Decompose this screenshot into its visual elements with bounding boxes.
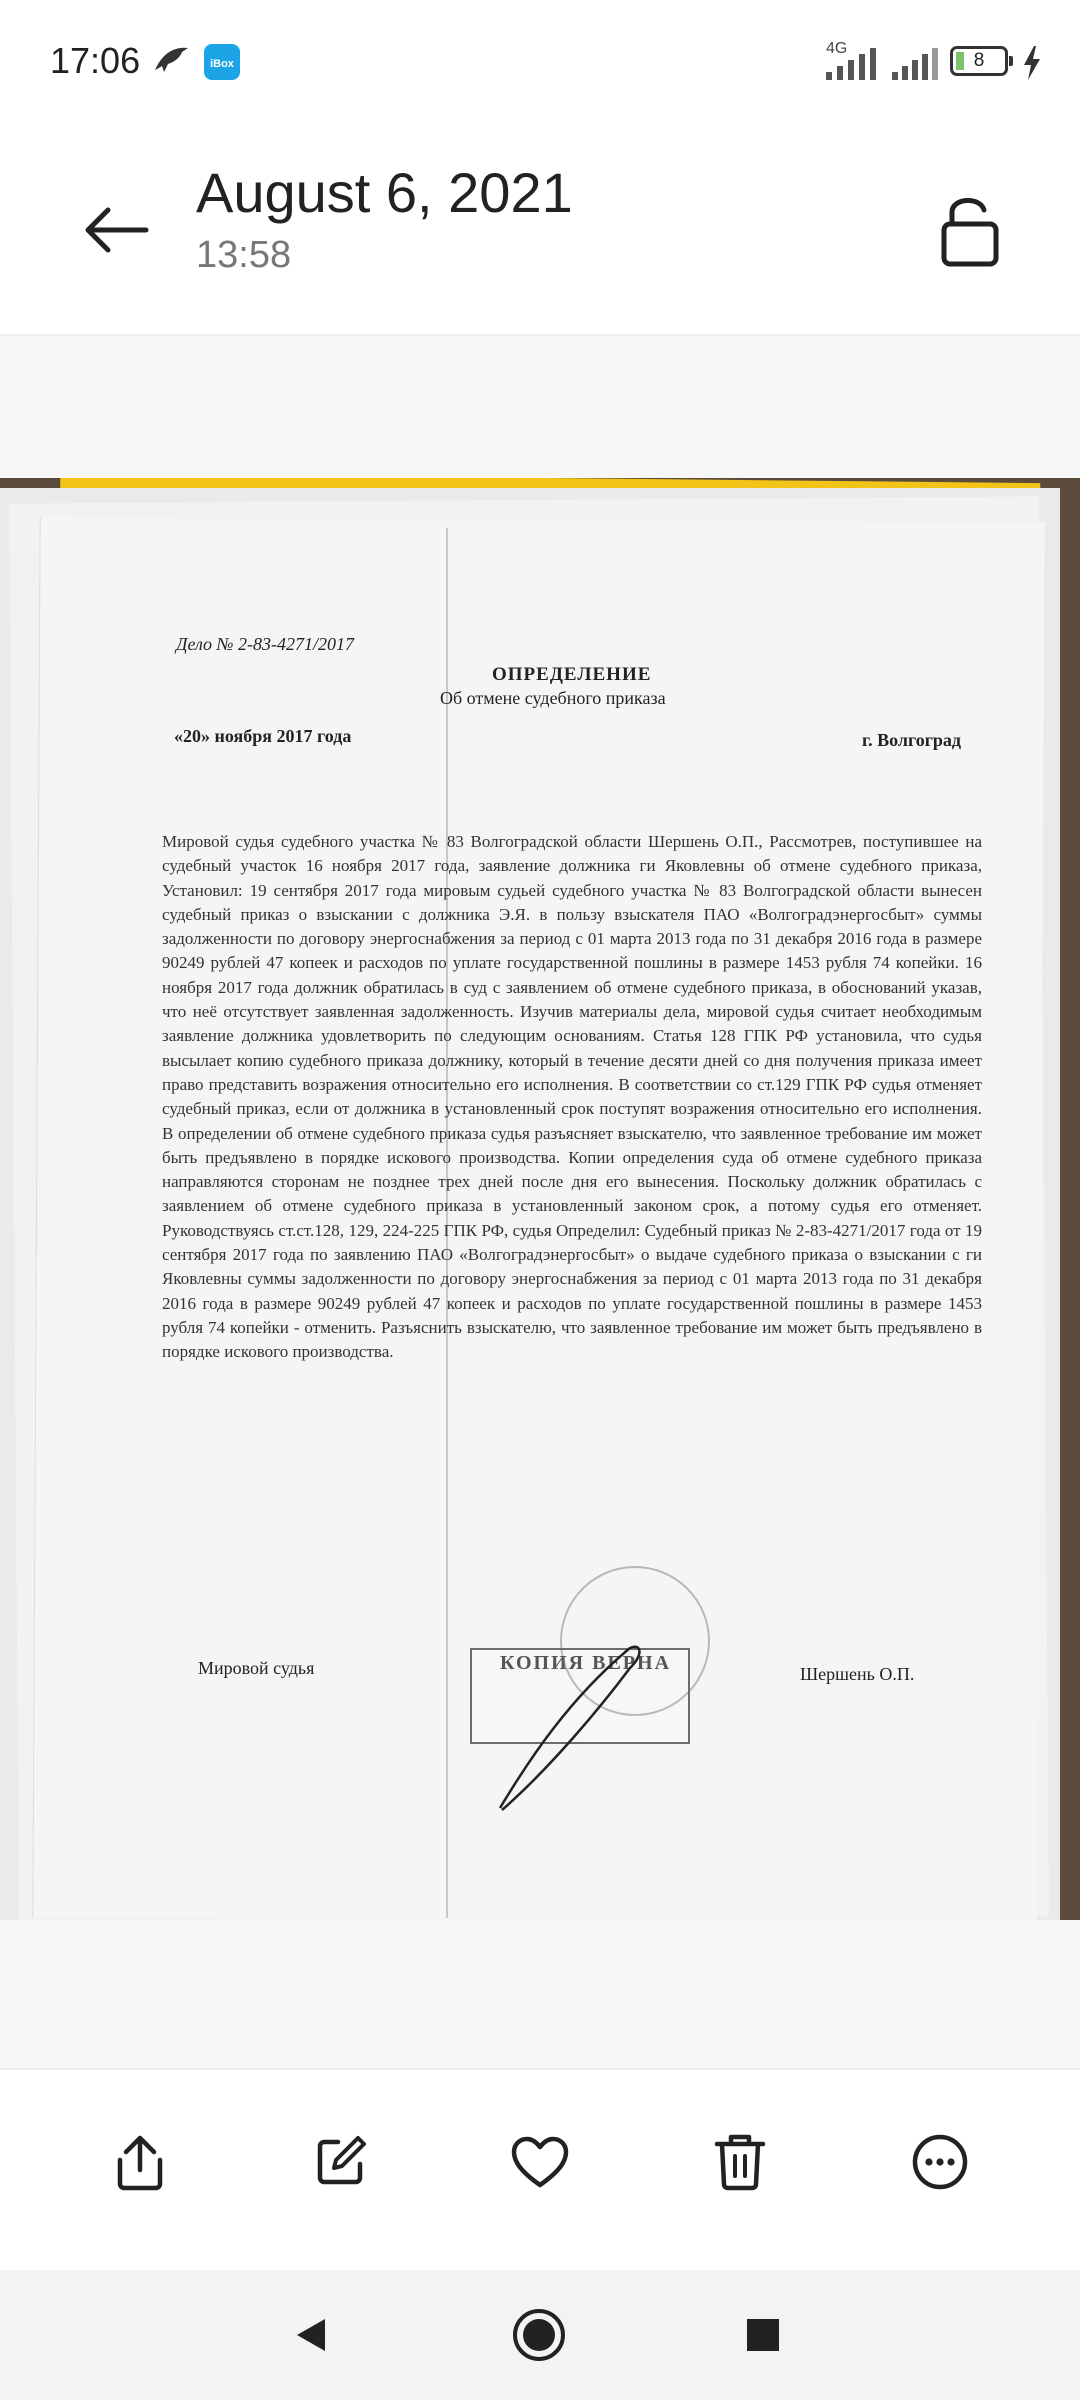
bottom-toolbar [0, 2070, 1080, 2266]
nav-recents-button[interactable] [728, 2300, 798, 2370]
case-number: Дело № 2-83-4271/2017 [176, 634, 355, 654]
battery-level: 8 [973, 50, 985, 71]
charging-icon [1022, 46, 1042, 80]
nav-back-button[interactable] [276, 2300, 346, 2370]
network-type-label: 4G [826, 40, 848, 57]
heart-icon [510, 2135, 570, 2189]
arrow-left-icon [78, 190, 158, 270]
stamp-text: КОПИЯ ВЕРНА [500, 1652, 672, 1674]
signal-icon [892, 48, 938, 82]
status-bar [0, 0, 1080, 128]
svg-text:iBox: iBox [210, 58, 234, 70]
favorite-button[interactable] [490, 2112, 590, 2212]
document-date: «20» ноября 2017 года [174, 726, 352, 746]
more-icon [910, 2132, 970, 2192]
judge-label: Мировой судья [198, 1658, 315, 1678]
more-button[interactable] [890, 2112, 990, 2212]
back-button[interactable] [78, 190, 158, 270]
status-time: 17:06 [50, 40, 141, 81]
box-app-icon [204, 44, 240, 80]
battery-icon [950, 46, 1008, 76]
system-navigation-bar [0, 2270, 1080, 2400]
unlocked-lock-icon [930, 184, 1010, 274]
home-circle-icon [512, 2308, 566, 2362]
document-body: Мировой судья судебного участка № 83 Волгоградской области Шершень О.П., Рассмотрев, поступившее на судебный участок 16 ноября 2017 года, заявление должника ги Яковлевны об отмене судебного приказа, Установил: 19 сентября 2017 года мировым судьей судебного участка № 83 Волгоградской области вынесен судебный приказ о взыскании с должника Э.Я. в пользу взыскателя ПАО «Волгоградэнергосбыт» суммы задолженности по договору энергоснабжения за период с 01 марта 2013 года по 31 декабря 2016 года в размере 90249 рублей 47 копеек и расходов по уплате государственной пошлины в размере 1453 рубля 74 копейки. 16 ноября 2017 года должник обратилась в суд с заявлением об отмене судебного приказа, в обоснований указав, что неё отсутствует заявленная задолженность. Изучив материалы дела, мировой судья считает необходимым заявление должника удовлетворить по следующим основаниям. Статья 128 ГПК РФ установила, что судья высылает копию судебного приказа должнику, который в течение десяти дней со дня получения приказа имеет право представить возражения относительно его исполнения. В соответствии со ст.129 ГПК РФ судья отменяет судебный приказ, если от должника в установленный срок поступят возражения относительно его исполнения. В определении об отмене судебного приказа судья разъясняет взыскателю, что заявленное требование им может быть предъявлено в порядке искового производства. Копии определения суда об отмене судебного приказа направляются сторонам не позднее трех дней после дня его вынесения. Поскольку должник обратилась с заявлением об отмене судебного приказа в установленный законом срок, а потому судья его отменяет. Руководствуясь ст.ст.128, 129, 224-225 ГПК РФ, судья Определил: Судебный приказ № 2-83-4271/2017 года от 19 сентября 2017 года по заявлению ПАО «Волгоградэнергосбыт» о выдаче судебного приказа о взыскании с ги Яковлевны суммы задолженности по договору энергоснабжения за период с 01 марта 2013 года по 31 декабря 2016 года в размере 90249 рублей 47 копеек и расходов по уплате государственной пошлины в размере 1453 рубля 74 копейки - отменить. Разъяснить взыскателю, что заявленное требование им может быть предъявлено в порядке искового производства. [162, 832, 982, 1362]
document-title: ОПРЕДЕЛЕНИЕ [492, 664, 652, 685]
document-subtitle: Об отмене судебного приказа [440, 688, 666, 708]
edit-button[interactable] [290, 2112, 390, 2212]
back-triangle-icon [289, 2313, 333, 2357]
edit-icon [312, 2134, 368, 2190]
judge-name: Шершень О.П. [800, 1664, 915, 1684]
lock-button[interactable] [930, 184, 1010, 274]
document-photo[interactable] [0, 478, 1080, 1920]
handwritten-signature [490, 1638, 660, 1818]
recents-square-icon [743, 2315, 783, 2355]
share-button[interactable] [90, 2112, 190, 2212]
photo-viewer[interactable] [0, 336, 1080, 2068]
document-city: г. Волгоград [862, 730, 962, 750]
nav-home-button[interactable] [504, 2300, 574, 2370]
trash-icon [713, 2132, 767, 2192]
photo-date-title: August 6, 2021 [196, 161, 573, 224]
signal-4g-icon [826, 48, 880, 82]
header [0, 128, 1080, 334]
photo-time-subtitle: 13:58 [196, 234, 292, 276]
dolphin-notification-icon [152, 42, 192, 76]
delete-button[interactable] [690, 2112, 790, 2212]
share-icon [112, 2132, 168, 2192]
